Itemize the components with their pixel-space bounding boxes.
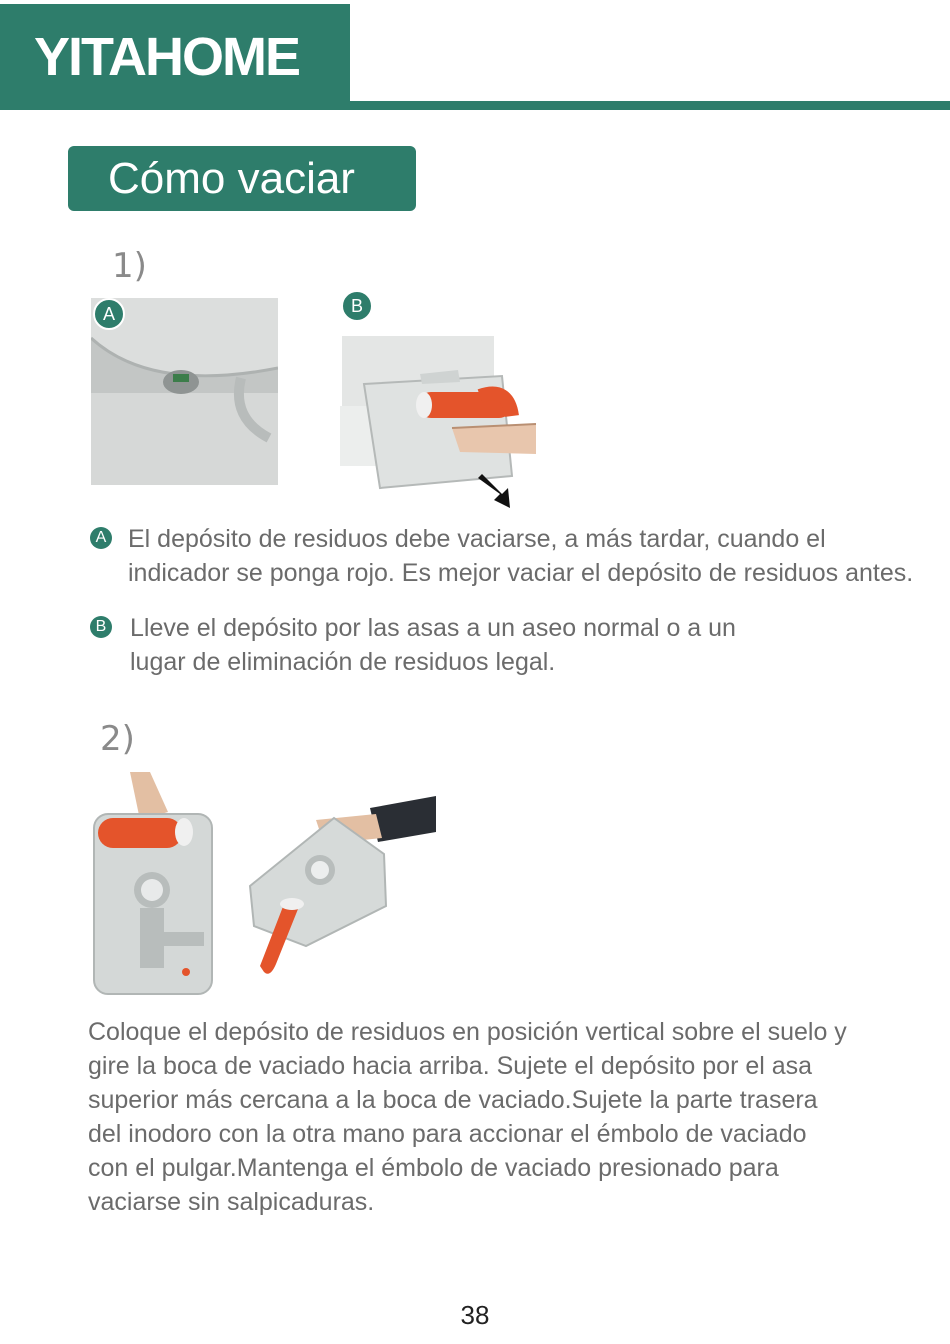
figure-b-remove-tank-photo [340, 336, 536, 516]
section-title-text: Cómo vaciar [108, 153, 355, 203]
item-a-line: El depósito de residuos debe vaciarse, a más tardar, cuando el [128, 525, 826, 553]
header-rule [350, 101, 950, 110]
brand-logo [0, 4, 350, 110]
figure-upright-tank-photo [90, 772, 218, 1000]
item-a-badge: A [90, 527, 112, 549]
step-2-line: gire la boca de vaciado hacia arriba. Sujete el depósito por el asa [88, 1052, 813, 1080]
figure-tilted-tank-photo [246, 796, 436, 982]
item-b-badge: B [90, 616, 112, 638]
step-2-line: superior más cercana a la boca de vaciado.Sujete la parte trasera [88, 1086, 818, 1114]
figure-a-badge: A [93, 298, 125, 330]
step-2-line: vaciarse sin salpicaduras. [88, 1188, 375, 1216]
item-b-line: Lleve el depósito por las asas a un aseo normal o a un [130, 614, 736, 642]
step-2-text [88, 1015, 847, 1219]
section-title [68, 146, 416, 211]
step-2-number: 2) [100, 719, 135, 759]
step-2-line: del inodoro con la otra mano para accionar el émbolo de vaciado [88, 1120, 807, 1148]
step-2-line: Coloque el depósito de residuos en posición vertical sobre el suelo y [88, 1018, 847, 1046]
figure-b-badge: B [341, 290, 373, 322]
page-number: 38 [460, 1300, 490, 1330]
item-a-line: indicador se ponga rojo. Es mejor vaciar el depósito de residuos antes. [128, 559, 914, 587]
brand-name: YITAHOME [34, 27, 299, 87]
item-a-text [128, 522, 913, 590]
step-1-number: 1) [112, 246, 147, 286]
item-b-line: lugar de eliminación de residuos legal. [130, 648, 556, 676]
item-b-text [130, 611, 736, 679]
step-2-line: con el pulgar.Mantenga el émbolo de vaciado presionado para [88, 1154, 779, 1182]
